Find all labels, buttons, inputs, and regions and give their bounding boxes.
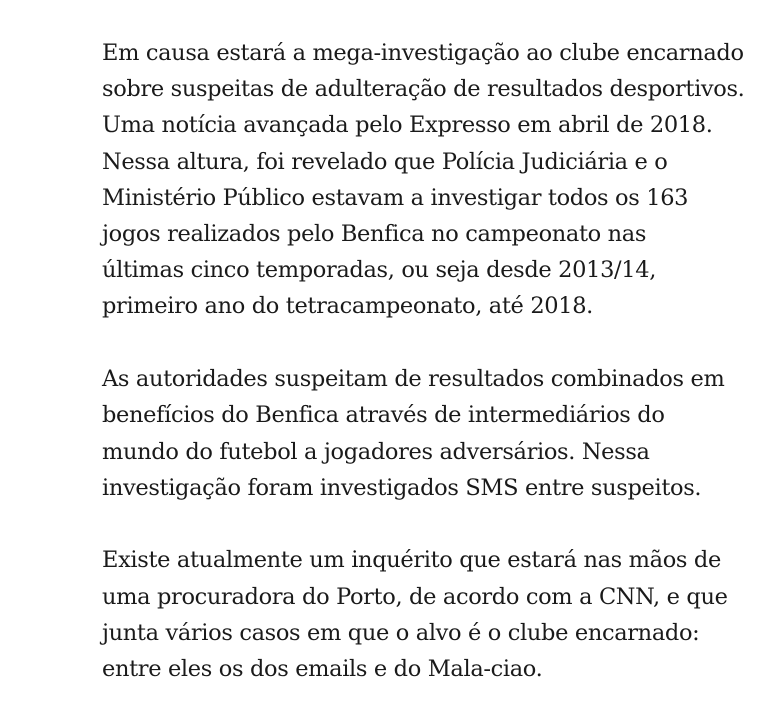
text-line: mundo do futebol a jogadores adversários. Nessa xyxy=(102,438,650,465)
text-line: junta vários casos em que o alvo é o clube encarnado: xyxy=(102,619,700,646)
text-line: uma procuradora do Porto, de acordo com a CNN, e que xyxy=(102,583,728,610)
text-line: Uma notícia avançada pelo Expresso em abril de 2018. xyxy=(102,112,713,139)
paragraph-3 xyxy=(102,542,762,687)
paragraph-2 xyxy=(102,361,762,506)
text-line: benefícios do Benfica através de intermediários do xyxy=(102,402,665,429)
text-line: últimas cinco temporadas, ou seja desde 2013/14, xyxy=(102,257,656,284)
article-body xyxy=(102,35,762,687)
text-line: Em causa estará a mega-investigação ao clube encarnado xyxy=(102,40,744,66)
text-line: investigação foram investigados SMS entre suspeitos. xyxy=(102,474,702,501)
text-line: Nessa altura, foi revelado que Polícia Judiciária e o xyxy=(102,148,668,175)
paragraph-1 xyxy=(102,35,762,325)
text-line: primeiro ano do tetracampeonato, até 2018. xyxy=(102,293,593,320)
text-line: jogos realizados pelo Benfica no campeonato nas xyxy=(102,221,647,248)
text-line: entre eles os dos emails e do Mala-ciao. xyxy=(102,656,543,683)
text-line: As autoridades suspeitam de resultados combinados em xyxy=(102,366,725,393)
text-line: sobre suspeitas de adulteração de resultados desportivos. xyxy=(102,76,745,103)
text-line: Existe atualmente um inquérito que estará nas mãos de xyxy=(102,547,721,574)
text-line: Ministério Público estavam a investigar todos os 163 xyxy=(102,184,689,211)
